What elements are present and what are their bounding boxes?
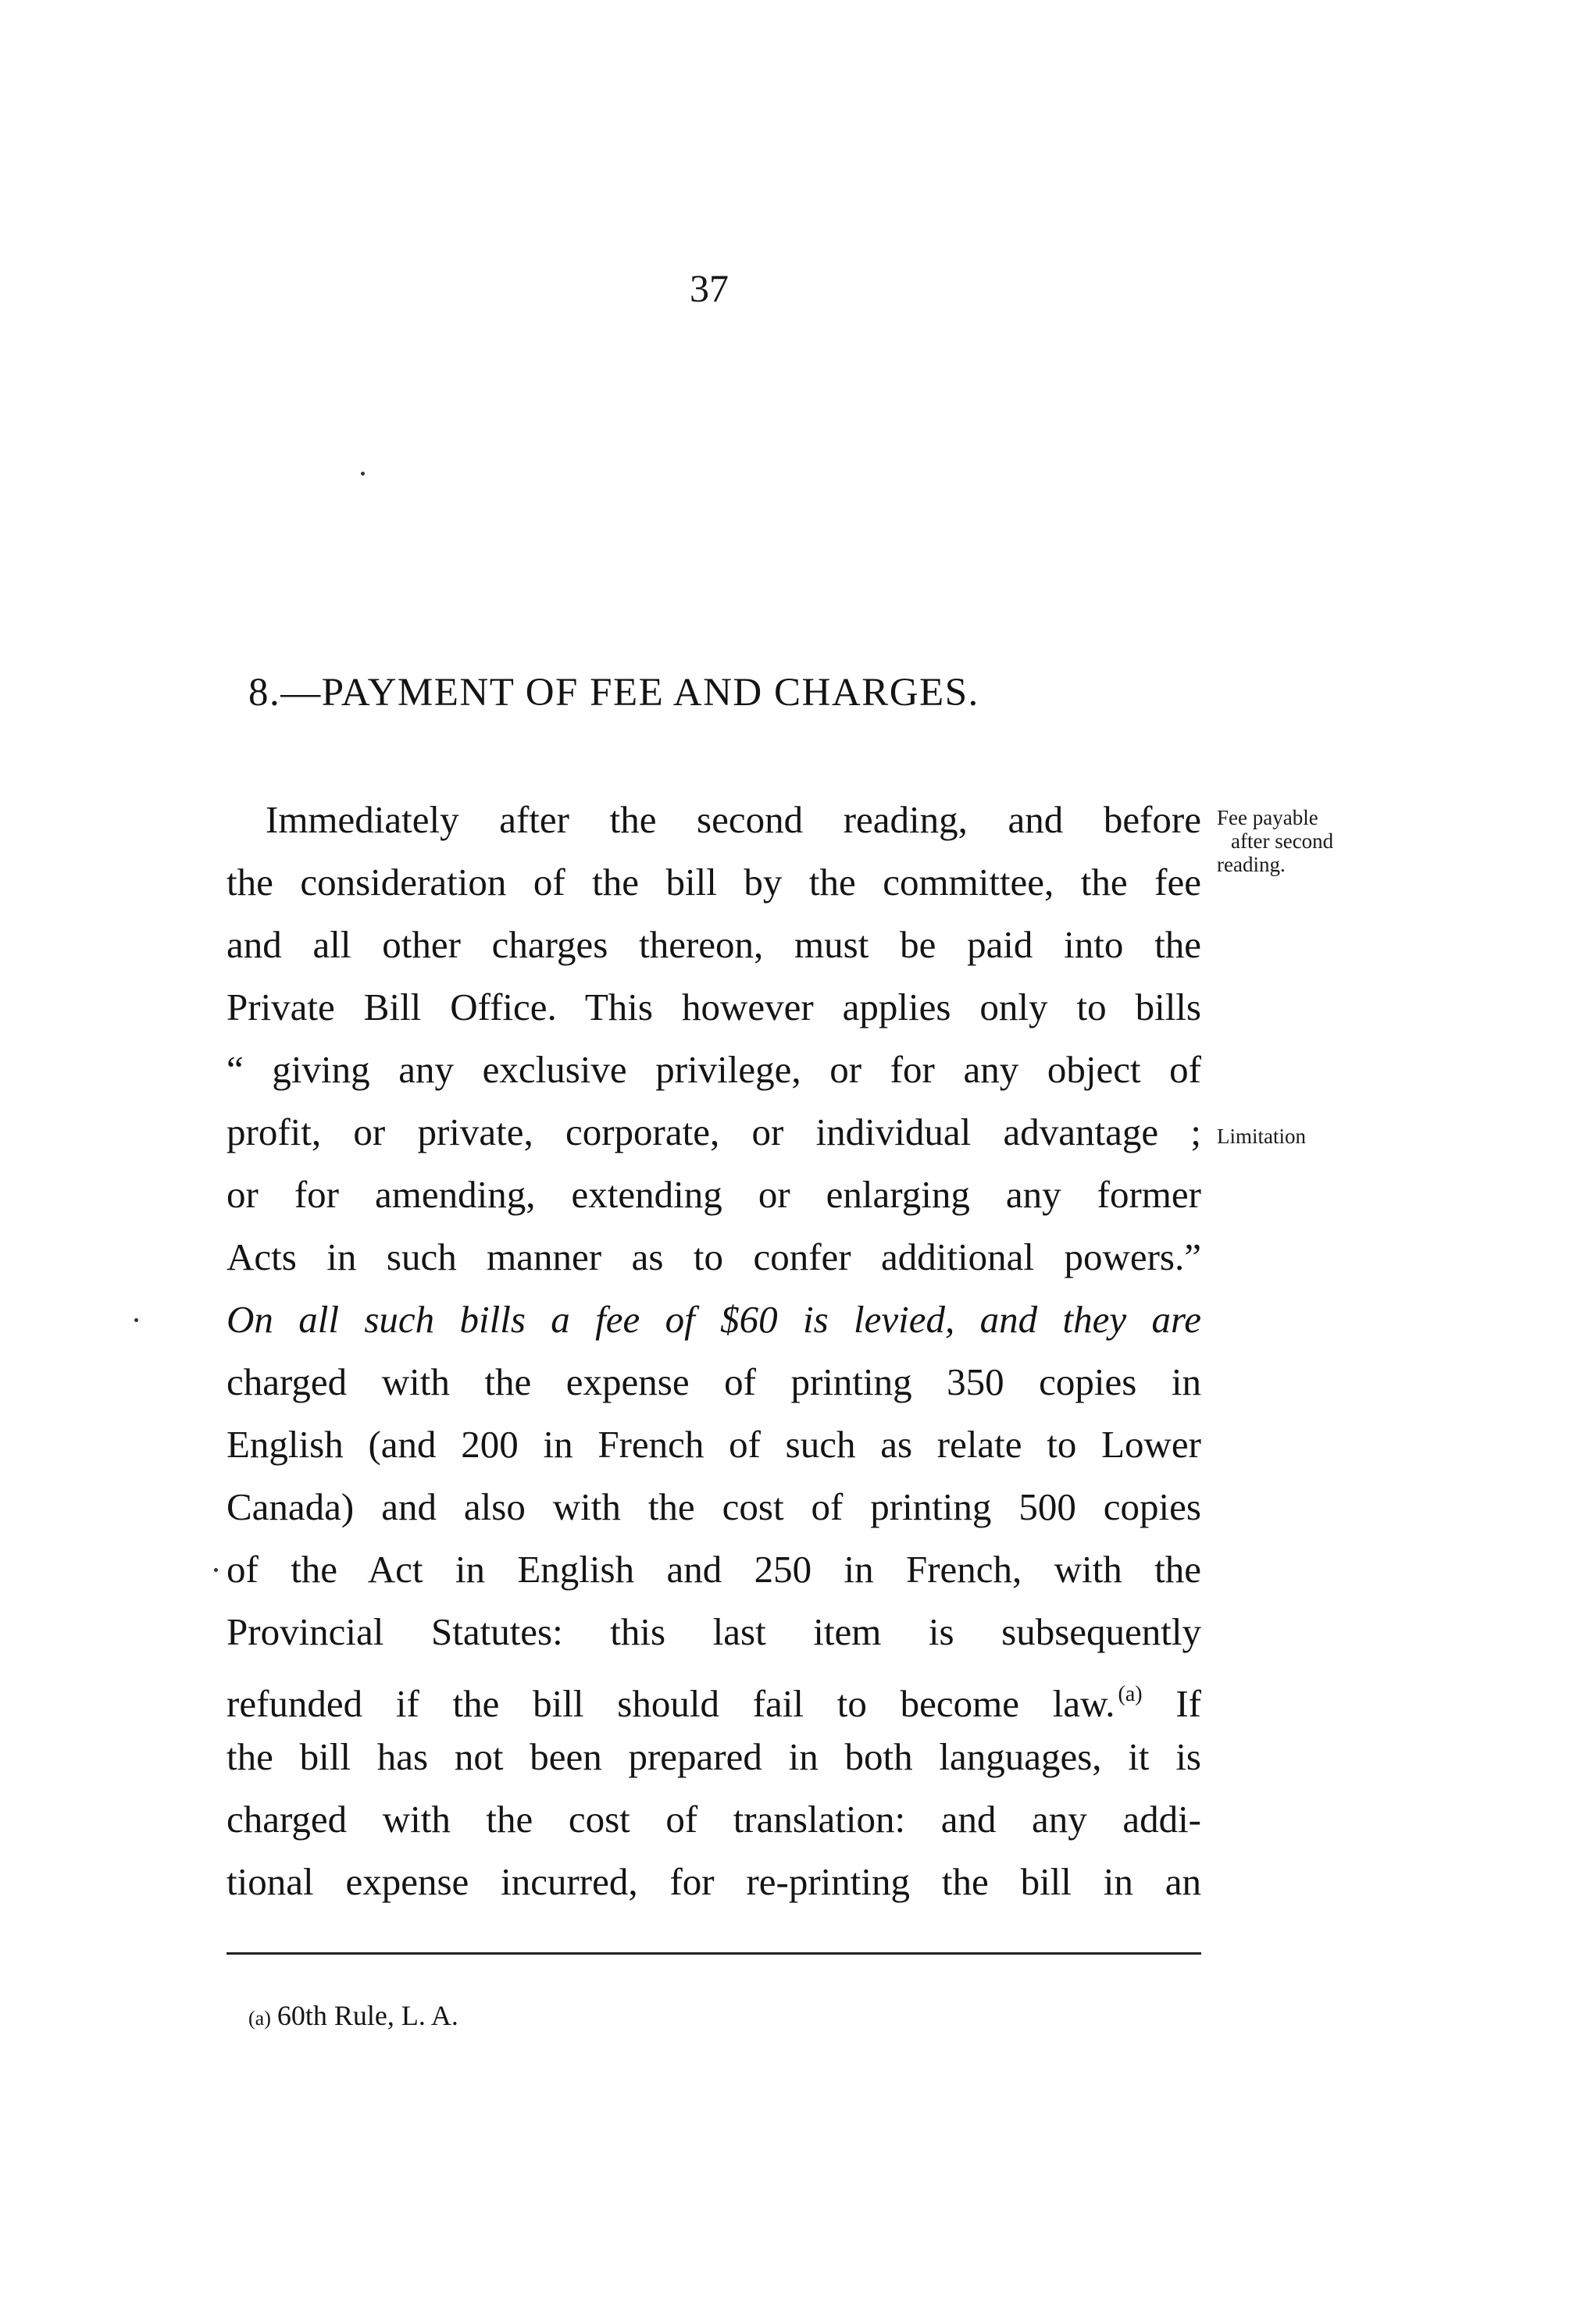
margin-note-line: after second (1231, 829, 1334, 853)
print-speck (361, 472, 365, 476)
text-line: tional expense incurred, for re-printing the bill in an (226, 1860, 1201, 1903)
footnote-reference: (a) (1118, 1682, 1143, 1706)
margin-note-line: Limitation (1217, 1125, 1306, 1148)
footnote-divider (226, 1952, 1201, 1955)
footnote-text: 60th Rule, L. A. (276, 2000, 458, 2031)
margin-note-fee-payable (1217, 806, 1396, 876)
body-paragraph (226, 789, 1201, 1913)
text-line: charged with the expense of printing 350 copies in (226, 1360, 1201, 1403)
text-line-with-footnote-ref (226, 1663, 1201, 1726)
footnote (248, 1999, 458, 2032)
text-line: English (and 200 in French of such as relate to Lower (226, 1423, 1201, 1466)
text-line-part: If (1175, 1682, 1201, 1725)
margin-note-line: reading. (1217, 853, 1286, 876)
text-line: profit, or private, corporate, or individual advantage ; (226, 1110, 1201, 1153)
text-line: charged with the cost of translation: and any addi- (226, 1798, 1201, 1841)
margin-note-limitation (1217, 1125, 1396, 1148)
margin-note-line: Fee payable (1217, 806, 1318, 829)
text-line: or for amending, extending or enlarging any former (226, 1173, 1201, 1216)
text-line: of the Act in English and 250 in French, with the (226, 1548, 1201, 1591)
section-heading: 8.—PAYMENT OF FEE AND CHARGES. (248, 671, 979, 715)
text-line: the consideration of the bill by the committee, the fee (226, 861, 1201, 904)
print-speck (134, 1318, 138, 1322)
text-line-part: refunded if the bill should fail to become law. (226, 1682, 1115, 1725)
text-line: On all such bills a fee of $60 is levied, and they are (226, 1298, 1201, 1341)
text-line: “ giving any exclusive privilege, or for any object of (226, 1048, 1201, 1091)
text-line: Provincial Statutes: this last item is subsequently (226, 1610, 1201, 1653)
text-line: the bill has not been prepared in both languages, it is (226, 1735, 1201, 1778)
page-number: 37 (690, 266, 729, 310)
text-line: Immediately after the second reading, and before (266, 798, 1201, 841)
text-line: and all other charges thereon, must be paid into the (226, 923, 1201, 966)
text-line: Acts in such manner as to confer additional powers.” (226, 1235, 1201, 1278)
print-speck (214, 1568, 218, 1572)
text-line: Canada) and also with the cost of printing 500 copies (226, 1485, 1201, 1528)
text-line: Private Bill Office. This however applies only to bills (226, 986, 1201, 1028)
footnote-mark: (a) (248, 2007, 271, 2030)
